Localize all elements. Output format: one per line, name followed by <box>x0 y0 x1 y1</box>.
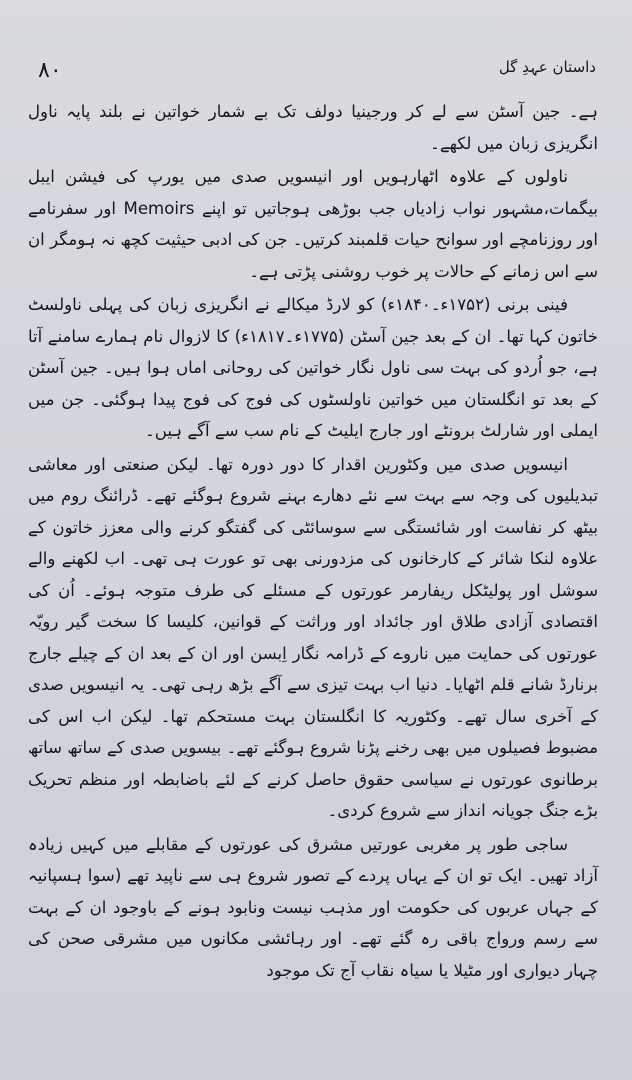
paragraph-2: ناولوں کے علاوہ اٹھارہویں اور انیسویں صدی میں یورپ کی فیشن ایبل بیگمات،مشہور نواب زادیاں جب بوڑھی ہوجاتیں تو اپنے Memoirs اور سفرنامے اور روزنامچے اور سوانح حیات قلمبند کرتیں۔ جن کی ادبی حیثیت کچھ نہ ہومگر ان سے اس زمانے کے حالات پر خوب روشنی پڑتی ہے۔ <box>28 167 598 281</box>
paragraph-5: ساجی طور پر مغربی عورتیں مشرق کی عورتوں کے مقابلے میں کہیں زیادہ آزاد تھیں۔ ایک تو ان کے یہاں پردے کے تصور شروع ہی سے ناپید تھے (سوا ہسپانیہ کے جہاں عربوں کی حکومت اور مذہب نیست ونابود ہونے کے باوجود ان کے بہت سے رسم ورواج باقی رہ گئے تھے۔ اور رہائشی مکانوں میں مشرقی صحن کی چہار دیواری اور مٹیلا یا سیاہ نقاب آج تک موجود <box>28 834 598 980</box>
page-header <box>38 52 596 92</box>
page-number: ۸۰ <box>38 58 62 83</box>
page-body <box>28 96 598 1072</box>
paragraph-3: فینی برنی (۱۷۵۲ء۔۱۸۴۰ء) کو لارڈ میکالے نے انگریزی زبان کی پہلی ناولسٹ خاتون کہا تھا۔ ان کے بعد جین آسٹن (۱۷۷۵ء۔۱۸۱۷ء) کا لازوال نام ہمارے سامنے آتا ہے، جو اُردو کی بہت سی ناول نگار خواتین کی روحانی اماں ہوا ہیں۔ جین آسٹن کے بعد تو انگلستان میں خواتین ناولسٹوں کی فوج کی فوج پیدا ہوگئی۔ جن میں ایملی اور شارلٹ برونٹے اور جارج ایلیٹ کے نام سب سے آگے ہیں۔ <box>28 295 598 440</box>
paragraph-1: ہے۔ جین آسٹن سے لے کر ورجینیا دولف تک بے شمار خواتین نے بلند پایہ ناول انگریزی زبان میں لکھے۔ <box>28 102 598 153</box>
paragraph-4: انیسویں صدی میں وکٹورین اقدار کا دور دورہ تھا۔ لیکن صنعتی اور معاشی تبدیلیوں کی وجہ سے بہت سے نئے دھارے بہنے شروع ہوگئے تھے۔ ڈرائنگ روم میں بیٹھ کر نفاست اور شائستگی سے سوسائٹی کی گفتگو کرنے والی معزز خاتون کے علاوہ لنکا شائر کے کارخانوں کی مزدورنی بھی تو عورت ہی تھی۔ اب لکھنے والے سوشل اور پولیٹکل ریفارمر عورتوں کے مسئلے کی طرف متوجہ ہوئے۔ اُن کی اقتصادی آزادی طلاق اور جائداد اور وراثت کے قوانین، کلیسا کا سخت گیر رویّہ عورتوں کی حمایت میں ناروے کے ڈرامہ نگار اِبسن اور ان کے بعد ان کے چیلے جارج برنارڈ شانے قلم اٹھایا۔ دنیا اب بہت تیزی سے آگے بڑھ رہی تھی۔ یہ انیسویں صدی کے آخری سال تھے۔ وکٹوریہ کا انگلستان بہت مستحکم تھا۔ لیکن اب اس کی مضبوط فصیلوں میں بھی رخنے پڑنا شروع ہوگئے تھے۔ بیسویں صدی کے ساتھ ساتھ برطانوی عورتوں نے سیاسی حقوق حاصل کرنے کے لئے باضابطہ اور منظم تحریک بڑے جنگ جویانہ انداز سے شروع کردی۔ <box>28 454 598 820</box>
running-title: داستان عہدِ گل <box>498 58 596 76</box>
